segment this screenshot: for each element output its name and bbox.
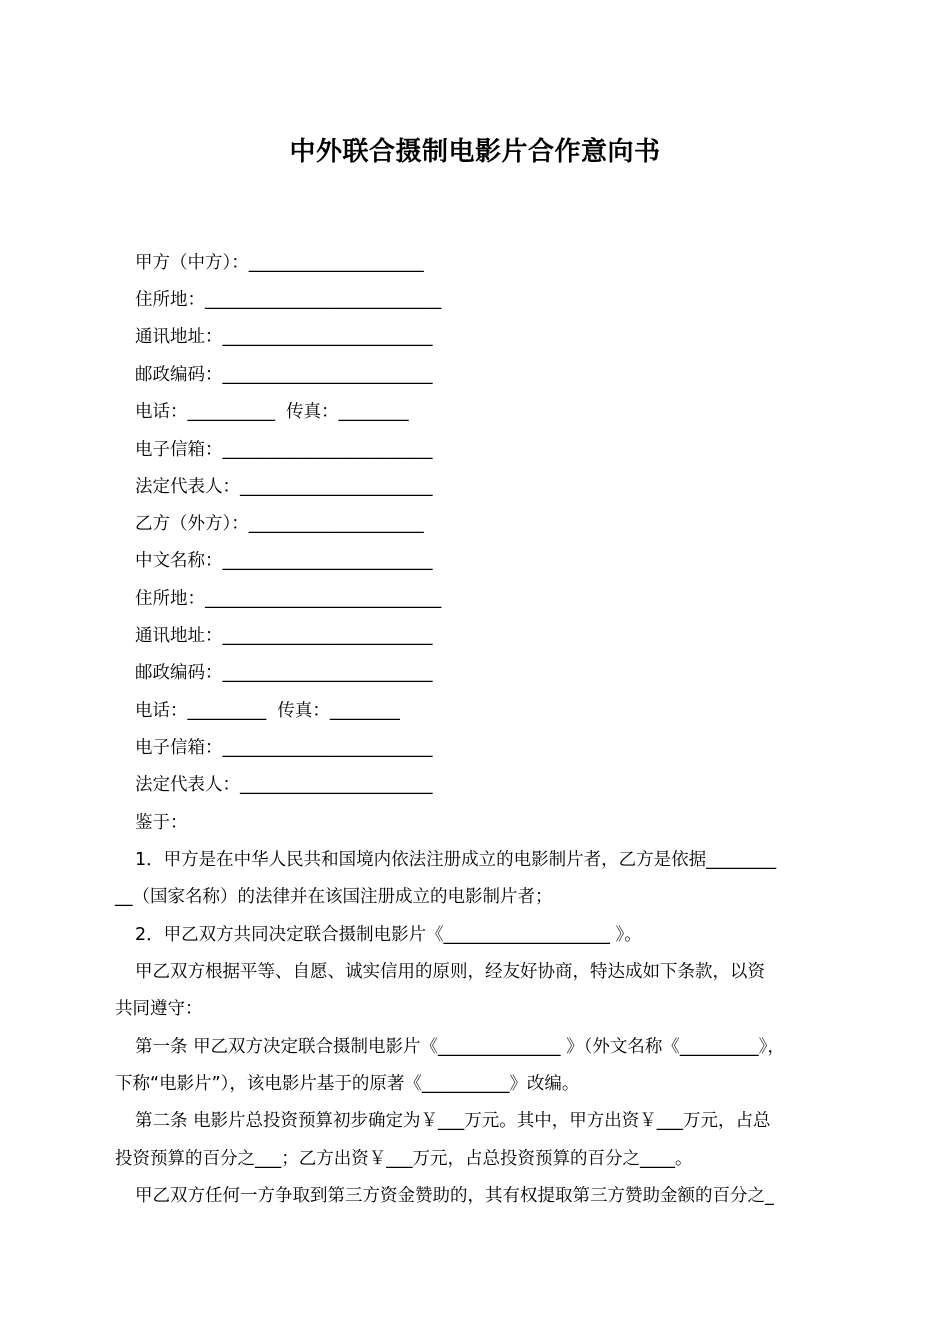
party-a-postcode: 邮政编码：________________________	[135, 365, 433, 385]
party-b-phone-fax: 电话：_________ 传真：________	[135, 701, 400, 721]
party-a-address: 住所地：___________________________	[135, 290, 442, 310]
article-2-line1: 第二条 电影片总投资预算初步确定为￥___万元。其中，甲方出资￥___万元，占总	[135, 1111, 771, 1131]
party-b-address: 住所地：___________________________	[135, 589, 442, 609]
article-2-line2: 投资预算的百分之___；乙方出资￥___万元，占总投资预算的百分之____。	[115, 1149, 693, 1169]
party-a-mail-address: 通讯地址：________________________	[135, 327, 433, 347]
recital-1-line1: 1．甲方是在中华人民共和国境内依法注册成立的电影制片者，乙方是依据________	[135, 850, 777, 870]
preamble-line2: 共同遵守：	[115, 999, 203, 1019]
document-title: 中外联合摄制电影片合作意向书	[289, 137, 661, 167]
party-a-legal-rep: 法定代表人：______________________	[135, 477, 433, 497]
party-a-header: 甲方（中方）：____________________	[135, 253, 424, 273]
party-b-email: 电子信箱：________________________	[135, 738, 433, 758]
party-b-header: 乙方（外方）：____________________	[135, 514, 424, 534]
sponsor-line1: 甲乙双方任何一方争取到第三方资金赞助的，其有权提取第三方赞助金额的百分之_	[135, 1186, 774, 1206]
recital-1-line2: __（国家名称）的法律并在该国注册成立的电影制片者；	[115, 887, 553, 907]
party-a-email: 电子信箱：________________________	[135, 440, 433, 460]
party-b-chinese-name: 中文名称：________________________	[135, 551, 433, 571]
preamble-line1: 甲乙双方根据平等、自愿、诚实信用的原则，经友好协商，特达成如下条款，以资	[135, 962, 765, 982]
party-a-phone-fax: 电话：__________ 传真：________	[135, 402, 409, 422]
whereas-label: 鉴于：	[135, 813, 188, 833]
article-1-line2: 下称“电影片”），该电影片基于的原著《__________》改编。	[115, 1074, 580, 1094]
article-1-line1: 第一条 甲乙双方决定联合摄制电影片《______________ 》（外文名称《_________》，	[135, 1037, 785, 1057]
recital-2: 2．甲乙双方共同决定联合摄制电影片《___________________ 》。	[135, 925, 642, 945]
party-b-legal-rep: 法定代表人：______________________	[135, 775, 433, 795]
party-b-postcode: 邮政编码：________________________	[135, 663, 433, 683]
party-b-mail-address: 通讯地址：________________________	[135, 626, 433, 646]
